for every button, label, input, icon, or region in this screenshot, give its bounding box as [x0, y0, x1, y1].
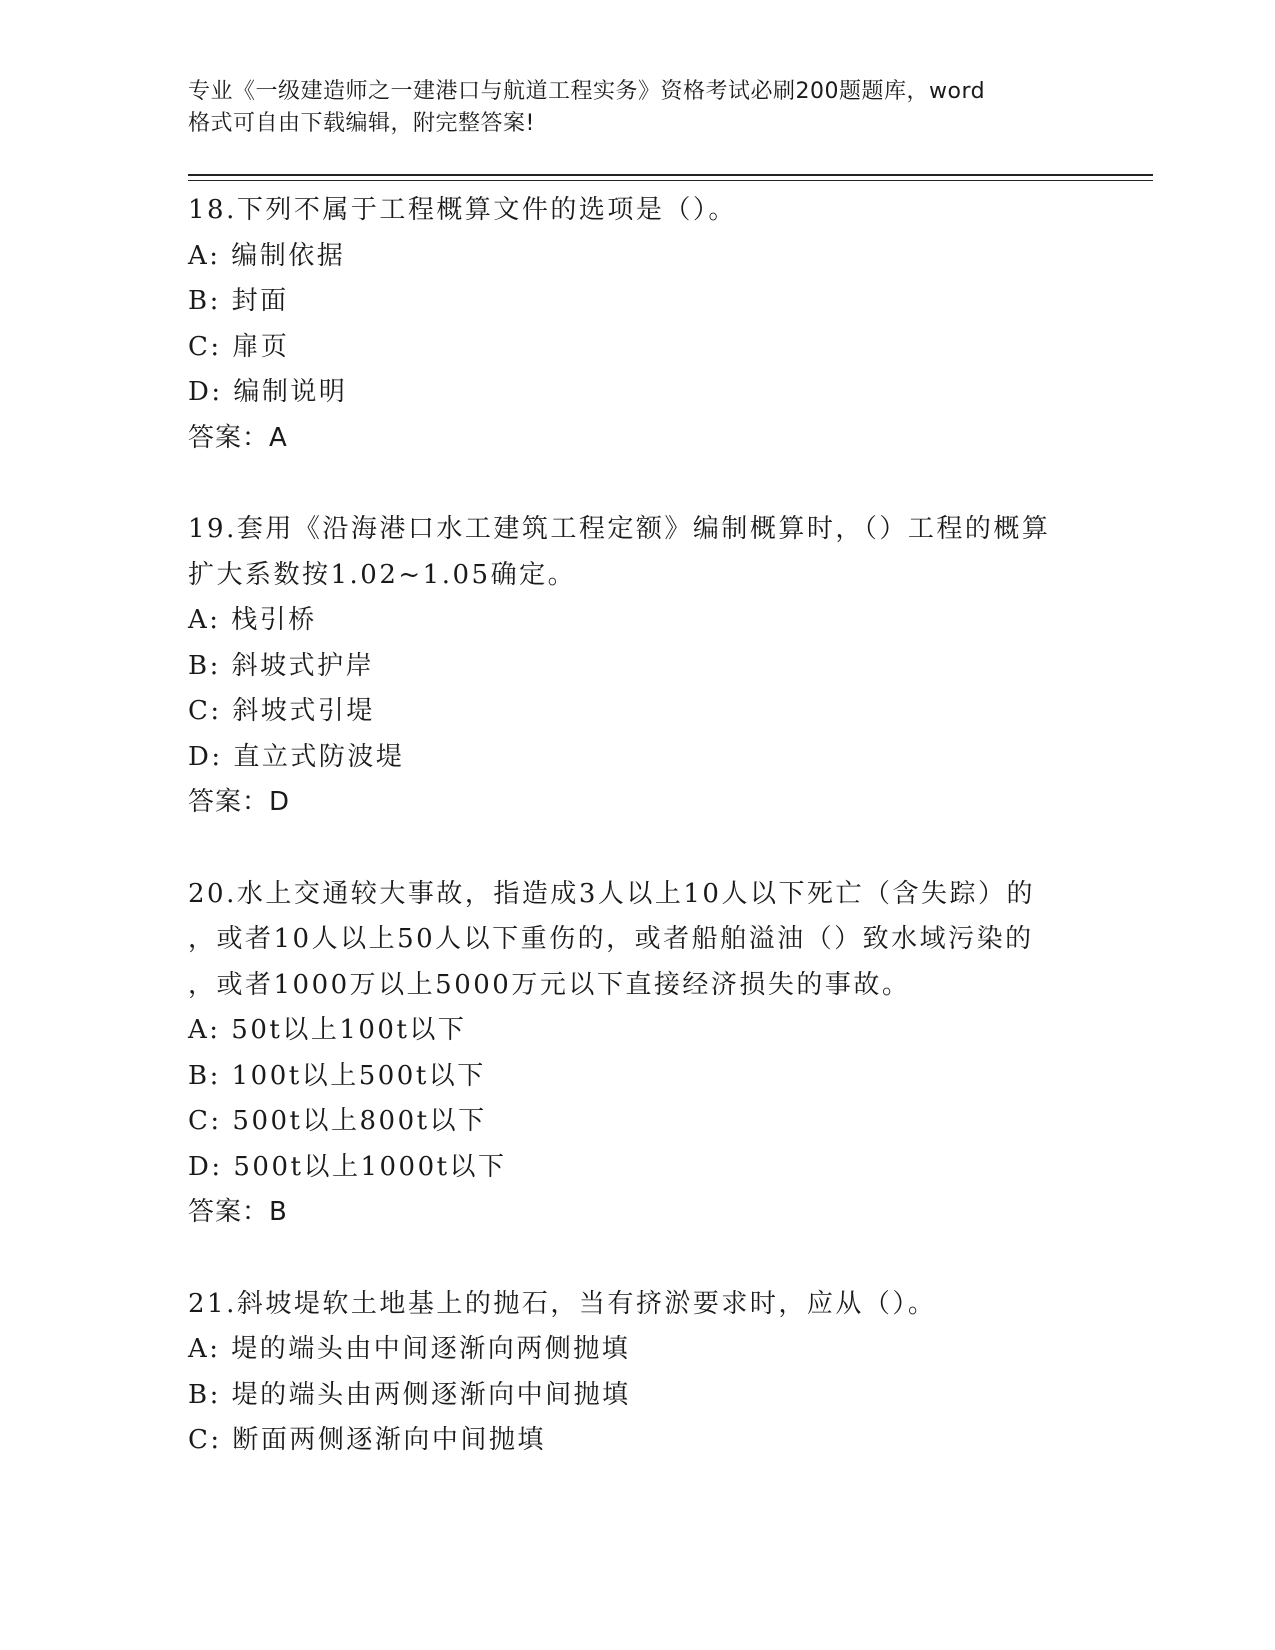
answer-key: 答案：D [188, 787, 291, 817]
question-stem-line: 20.水上交通较大事故，指造成3人以上10人以下死亡（含失踪）的 [188, 878, 1035, 909]
answer-option: C: 扉页 [188, 331, 290, 362]
answer-option: B: 堤的端头由两侧逐渐向中间抛填 [188, 1379, 631, 1410]
answer-option: D: 直立式防波堤 [188, 741, 405, 772]
question-block [188, 1282, 1088, 1464]
answer-option: D: 500t以上1000t以下 [188, 1151, 507, 1182]
answer-option: C: 斜坡式引堤 [188, 696, 375, 726]
header-rule-thick [188, 174, 1153, 176]
answer-option: B: 100t以上500t以下 [188, 1060, 486, 1091]
answer-option: A: 50t以上100t以下 [188, 1015, 467, 1045]
answer-key: 答案：A [188, 422, 288, 453]
question-list [188, 188, 1088, 1510]
question-block [188, 188, 1088, 461]
question-stem-line: 19.套用《沿海港口水工建筑工程定额》编制概算时，（）工程的概算 [188, 514, 1051, 544]
answer-option: B: 斜坡式护岸 [188, 650, 375, 681]
answer-option: A: 编制依据 [188, 240, 346, 271]
question-block [188, 872, 1088, 1236]
question-stem-line: 扩大系数按1.02~1.05确定。 [188, 559, 577, 590]
answer-option: B: 封面 [188, 286, 289, 316]
answer-option: D: 编制说明 [188, 377, 348, 407]
header-rule-thin [188, 180, 1153, 181]
answer-option: A: 堤的端头由中间逐渐向两侧抛填 [188, 1334, 631, 1364]
question-block [188, 507, 1088, 826]
header-line-2: 格式可自由下载编辑，附完整答案! [188, 111, 535, 136]
header-line-1: 专业《一级建造师之一建港口与航道工程实务》资格考试必刷200题题库，word [188, 79, 986, 104]
question-stem-line: 21.斜坡堤软土地基上的抛石，当有挤淤要求时，应从（）。 [188, 1288, 937, 1319]
answer-option: C: 500t以上800t以下 [188, 1106, 487, 1136]
question-stem-line: 18.下列不属于工程概算文件的选项是（）。 [188, 195, 737, 225]
question-stem-line: ，或者1000万以上5000万元以下直接经济损失的事故。 [188, 969, 911, 1000]
answer-option: C: 断面两侧逐渐向中间抛填 [188, 1425, 546, 1455]
header-note [188, 76, 1068, 140]
question-stem-line: ，或者10人以上50人以下重伤的，或者船舶溢油（）致水域污染的 [188, 924, 1034, 954]
answer-option: A: 栈引桥 [188, 605, 317, 635]
answer-key: 答案：B [188, 1197, 288, 1227]
